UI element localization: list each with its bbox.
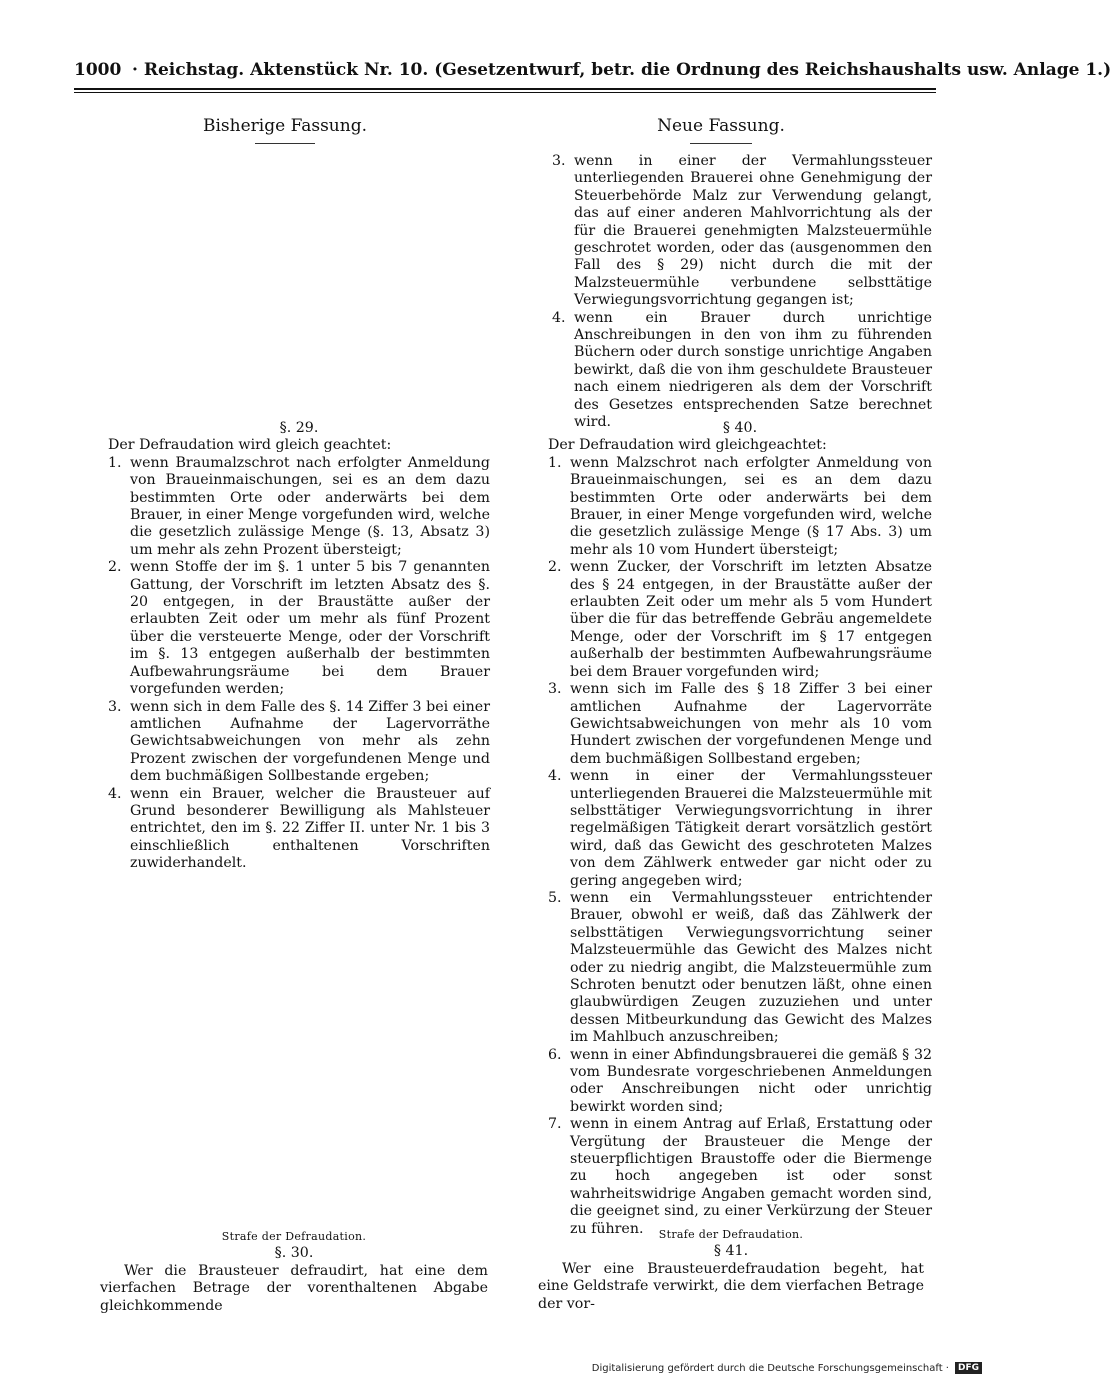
item-number: 5. bbox=[548, 889, 562, 906]
footer-text: Digitalisierung gefördert durch die Deutsche Forschungsgemeinschaft · bbox=[591, 1362, 949, 1374]
item-number: 4. bbox=[552, 309, 566, 326]
left-section-29 bbox=[108, 420, 490, 873]
section-heading: §. 29. bbox=[279, 420, 319, 436]
right-title-rule bbox=[690, 143, 752, 144]
item-text: wenn ein Brauer, welcher die Brausteuer auf Grund besonderer Bewilligung als Mahlsteuer entrichtet, den im §. 22 Ziffer II. unter Nr. 1 bis 3 einschließlich enthaltenen Vorschriften zuwiderhandelt. bbox=[130, 785, 490, 872]
item-text: wenn in einer der Vermahlungssteuer unterliegenden Brauerei ohne Genehmigung der Steuerbehörde Malz zur Verwendung gelangt, das auf einer anderen Mahlvorrichtung als der für die Brauerei genehmigten Malzsteuermühle geschrotet worden, oder das (ausgenommen den Fall des § 29) nicht durch die mit der Malzsteuermühle verbundene selbsttätige Verwiegungsvorrichtung gegangen ist; bbox=[574, 153, 932, 309]
section-heading: §. 30. bbox=[274, 1245, 314, 1262]
item-number: 3. bbox=[548, 681, 562, 698]
list-item bbox=[548, 1047, 932, 1117]
header-rule bbox=[74, 88, 936, 90]
item-text: wenn sich im Falle des § 18 Ziffer 3 bei einer amtlichen Aufnahme der Lagervorräte Gewichtsabweichungen von mehr als 10 vom Hundert zwischen der vorgefundenen Menge und dem buchmäßigen Sollbestand ergeben; bbox=[570, 681, 932, 767]
item-number: 3. bbox=[108, 698, 122, 715]
dfg-logo: DFG bbox=[955, 1362, 982, 1374]
list-item bbox=[548, 455, 932, 559]
item-number: 1. bbox=[548, 454, 562, 471]
list-item bbox=[548, 890, 932, 1047]
item-text: wenn Braumalzschrot nach erfolgter Anmeldung von Braueinmaischungen, sei es an dem dazu bestimmten Orte oder anderwärts bei dem Brauer, in einer Menge vorgefunden wird, welche die gesetzlich zulässige Menge (§. 13, Absatz 3) um mehr als zehn Prozent übersteigt; bbox=[130, 454, 490, 558]
item-number: 6. bbox=[548, 1046, 562, 1063]
digitization-footer bbox=[592, 1362, 982, 1374]
item-number: 4. bbox=[548, 768, 562, 785]
right-column-title: Neue Fassung. bbox=[657, 116, 785, 136]
list-item bbox=[548, 768, 932, 890]
right-section-40 bbox=[548, 420, 932, 1238]
list-item bbox=[552, 310, 932, 432]
list-item bbox=[548, 681, 932, 768]
list-item bbox=[548, 559, 932, 681]
item-text: wenn Stoffe der im §. 1 unter 5 bis 7 genannten Gattung, der Vorschrift im letzten Absatz des §. 20 entgegen, in der Braustätte außer der erlaubten Zeit oder um mehr als fünf Prozent über die versteuerte Menge, oder der Vorschrift im §. 13 entgegen außerhalb der bestimmten Aufbewahrungsräume bei dem Brauer vorgefunden werden; bbox=[130, 559, 490, 698]
item-text: wenn Zucker, der Vorschrift im letzten Absatze des § 24 entgegen, in der Braustätte außer der erlaubten Zeit oder um mehr als 5 vom Hundert über die für das betreffende Gebräu angemeldete Menge, oder der Vorschrift im § 17 entgegen außerhalb der bestimmten Aufbewahrungsräume bei dem Brauer vorgefunden wird; bbox=[570, 559, 932, 680]
section-heading: § 40. bbox=[722, 420, 758, 436]
item-number: 3. bbox=[552, 153, 566, 169]
list-item bbox=[552, 153, 932, 310]
item-text: wenn in einer Abfindungsbrauerei die gemäß § 32 vom Bundesrate vorgeschriebenen Anmeldungen oder Anschreibungen nicht oder unrichtig bewirkt worden sind; bbox=[570, 1046, 932, 1115]
section-text: Wer die Brausteuer defraudirt, hat eine dem vierfachen Betrage der vorenthaltenen Abgabe gleichkommende bbox=[100, 1262, 488, 1314]
section-subheading: Strafe der Defraudation. bbox=[658, 1228, 804, 1241]
item-text: wenn ein Vermahlungssteuer entrichtender Brauer, obwohl er weiß, daß das Zählwerk der selbsttätigen Verwiegungsvorrichtung seiner Malzsteuermühle das Gewicht des Malzes nicht oder zu niedrig angibt, die Malzsteuermühle zum Schroten benutzt oder benutzen läßt, ohne einen glaubwürdigen Zeugen zuzuziehen und unter dessen Mitbeurkundung das Gewicht des Malzes im Mahlbuch anzuschreiben; bbox=[570, 889, 932, 1046]
section-subheading: Strafe der Defraudation. bbox=[221, 1230, 367, 1243]
item-number: 4. bbox=[108, 785, 122, 802]
item-text: wenn Malzschrot nach erfolgter Anmeldung von Braueinmaischungen, sei es an dem dazu bestimmten Orte oder anderwärts bei dem Brauer, in einer Menge vorgefunden wird, welche die gesetzlich zulässige Menge (§ 17 Abs. 3) um mehr als 10 vom Hundert übersteigt; bbox=[570, 454, 932, 558]
section-text: Wer eine Brausteuerdefraudation begeht, hat eine Geldstrafe verwirkt, die dem vierfachen Betrage der vor- bbox=[538, 1260, 924, 1312]
section-intro: Der Defraudation wird gleich geachtet: bbox=[108, 437, 392, 454]
header-rule-thin bbox=[74, 92, 936, 93]
left-title-rule bbox=[255, 143, 315, 144]
list-item bbox=[108, 786, 490, 873]
header-title: · Reichstag. Aktenstück Nr. 10. (Gesetzentwurf, betr. die Ordnung des Reichshaushalts usw. Anlage 1.) bbox=[132, 60, 1111, 80]
right-section-41 bbox=[538, 1226, 924, 1313]
item-number: 1. bbox=[108, 454, 122, 471]
page-header bbox=[74, 58, 1111, 82]
list-item bbox=[108, 699, 490, 786]
item-text: wenn in einem Antrag auf Erlaß, Erstattung oder Vergütung der Brausteuer die Menge der steuerpflichtigen Braustoffe oder die Biermenge zu hoch angegeben ist oder sonst wahrheitswidrige Angaben gemacht worden sind, die geeignet sind, zu einer Verkürzung der Steuer zu führen. bbox=[570, 1116, 932, 1237]
item-text: wenn in einer der Vermahlungssteuer unterliegenden Brauerei die Malzsteuermühle mit selbsttätiger Verwiegungsvorrichtung in ihrer regelmäßigen Tätigkeit derart vorsätzlich gestört wird, daß das Gewicht des geschroteten Malzes von dem Zählwerk entweder gar nicht oder zu gering angegeben wird; bbox=[570, 768, 932, 889]
left-column-title: Bisherige Fassung. bbox=[203, 116, 367, 136]
list-item bbox=[108, 559, 490, 698]
section-intro: Der Defraudation wird gleichgeachtet: bbox=[548, 437, 827, 454]
item-number: 2. bbox=[548, 559, 562, 576]
list-item bbox=[548, 1116, 932, 1238]
section-heading: § 41. bbox=[713, 1243, 749, 1260]
item-text: wenn ein Brauer durch unrichtige Anschreibungen in den von ihm zu führenden Büchern oder durch sonstige unrichtige Angaben bewirkt, daß die von ihm geschuldete Brausteuer nach einem niedrigeren als dem der Vorschrift des Gesetzes entsprechenden Satze berechnet wird. bbox=[574, 309, 932, 431]
item-number: 7. bbox=[548, 1116, 562, 1133]
left-section-30 bbox=[100, 1228, 488, 1315]
page-number: 1000 bbox=[74, 60, 122, 80]
list-item bbox=[108, 455, 490, 559]
right-continued-items bbox=[552, 153, 932, 432]
item-text: wenn sich in dem Falle des §. 14 Ziffer 3 bei einer amtlichen Aufnahme der Lagervorräthe Gewichtsabweichungen von mehr als zehn Prozent zwischen der vorgefundenen Menge und dem buchmäßigen Sollbestande ergeben; bbox=[130, 698, 490, 785]
item-number: 2. bbox=[108, 559, 122, 576]
